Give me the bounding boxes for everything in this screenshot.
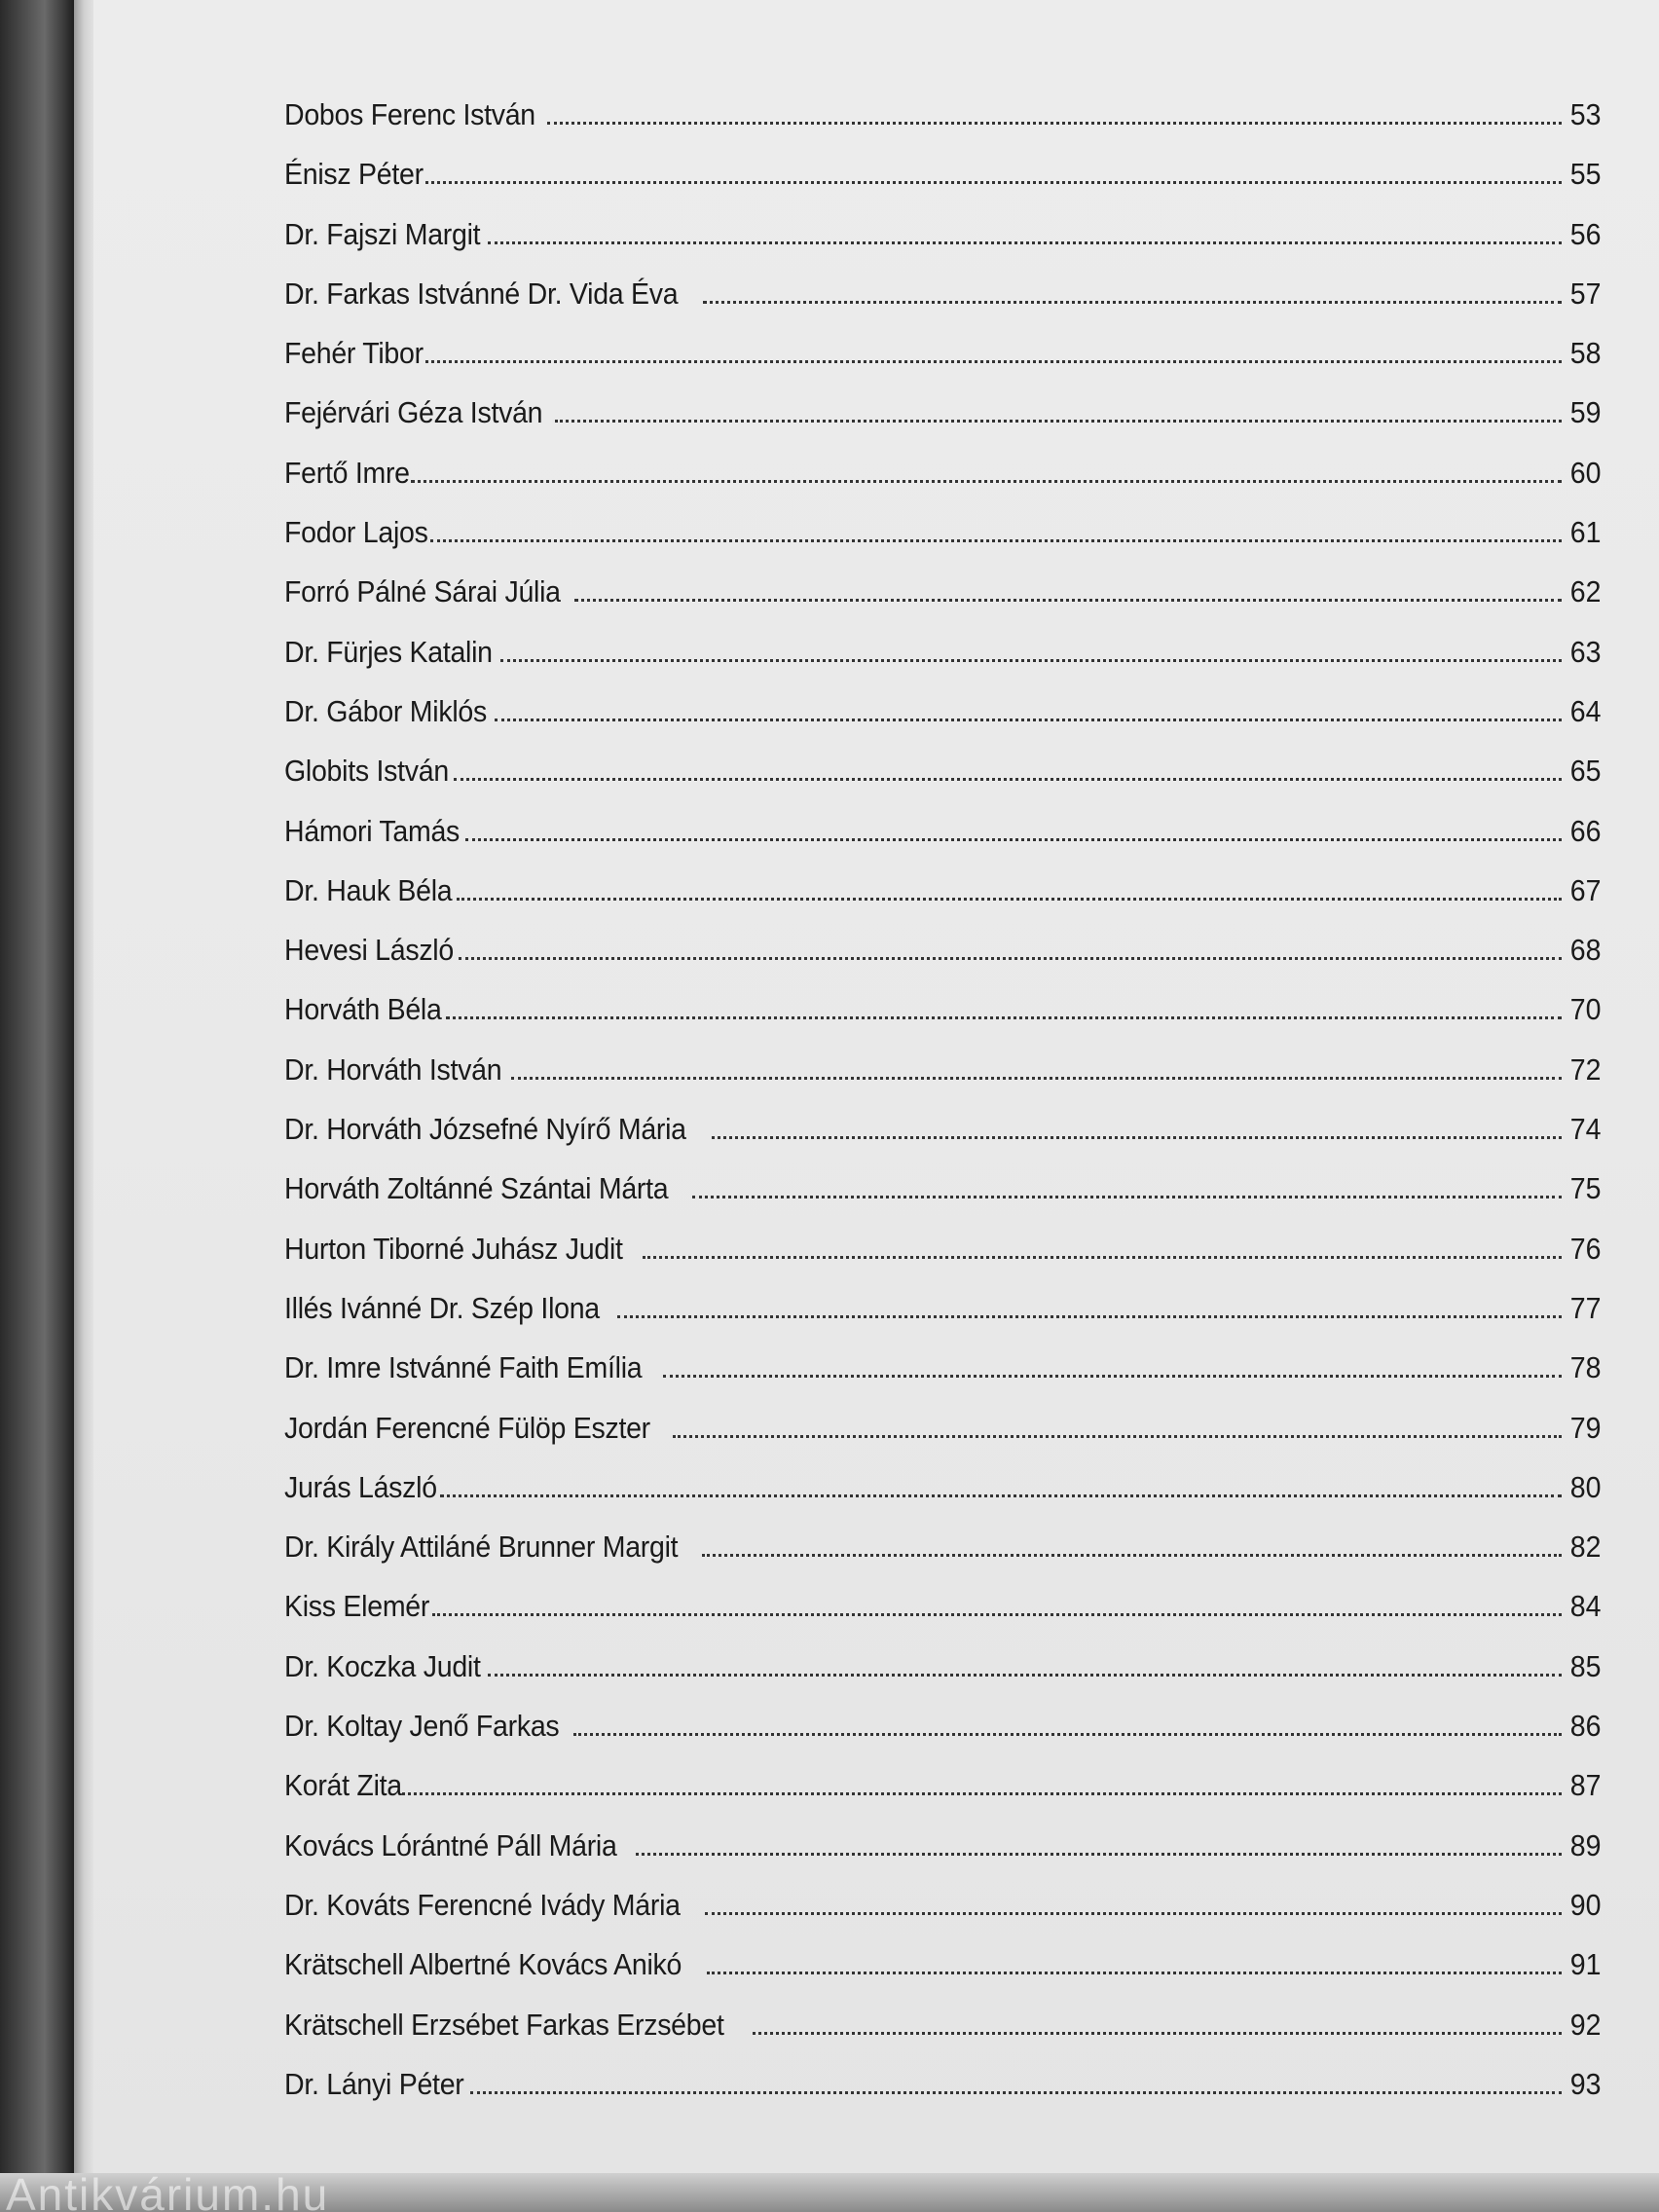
toc-dot-leader — [753, 2032, 1562, 2035]
toc-entry-page: 76 — [1569, 1231, 1601, 1266]
toc-entry-name: Hevesi László — [284, 933, 454, 968]
toc-entry-page: 57 — [1569, 276, 1601, 311]
toc-entry — [284, 1888, 1601, 1947]
toc-dot-leader — [402, 1792, 1561, 1795]
toc-entry-name: Korát Zita — [284, 1768, 402, 1803]
toc-entry — [284, 395, 1601, 455]
toc-entry — [284, 1709, 1601, 1768]
toc-entry-page: 84 — [1569, 1589, 1601, 1624]
toc-entry-name: Dr. Imre Istvánné Faith Emília — [284, 1350, 643, 1385]
toc-dot-leader — [511, 1077, 1562, 1080]
toc-dot-leader — [574, 599, 1561, 602]
toc-entry — [284, 157, 1601, 216]
toc-entry — [284, 515, 1601, 574]
toc-entry-name: Dr. Gábor Miklós — [284, 693, 487, 728]
toc-entry — [284, 814, 1601, 873]
toc-entry-page: 74 — [1569, 1112, 1601, 1147]
toc-entry-name: Dr. Fürjes Katalin — [284, 634, 493, 669]
toc-dot-leader — [555, 420, 1561, 423]
toc-entry-page: 59 — [1569, 395, 1601, 430]
toc-dot-leader — [636, 1853, 1561, 1856]
toc-entry — [284, 1768, 1601, 1827]
toc-entry-name: Horváth Zoltánné Szántai Márta — [284, 1171, 669, 1206]
toc-entry — [284, 1171, 1601, 1231]
toc-entry-name: Dr. Fajszi Margit — [284, 216, 481, 251]
toc-dot-leader — [705, 1912, 1561, 1915]
toc-entry-page: 63 — [1569, 634, 1601, 669]
toc-entry-page: 68 — [1569, 933, 1601, 968]
toc-entry-name: Hurton Tiborné Juhász Judit — [284, 1231, 623, 1266]
toc-dot-leader — [703, 301, 1562, 304]
toc-entry-name: Globits István — [284, 754, 449, 789]
toc-entry — [284, 97, 1601, 157]
toc-dot-leader — [702, 1554, 1561, 1557]
toc-entry-name: Fodor Lajos — [284, 515, 428, 550]
toc-dot-leader — [488, 241, 1562, 244]
toc-dot-leader — [663, 1375, 1561, 1378]
toc-entry-page: 89 — [1569, 1827, 1601, 1862]
toc-entry — [284, 1649, 1601, 1709]
toc-entry-name: Jurás László — [284, 1469, 437, 1504]
toc-entry-page: 61 — [1569, 515, 1601, 550]
toc-entry — [284, 1589, 1601, 1648]
toc-dot-leader — [430, 539, 1561, 542]
toc-entry — [284, 1350, 1601, 1410]
toc-dot-leader — [673, 1435, 1562, 1438]
toc-entry — [284, 217, 1601, 276]
toc-entry-page: 85 — [1569, 1648, 1601, 1683]
toc-entry — [284, 873, 1601, 933]
toc-dot-leader — [643, 1256, 1562, 1259]
toc-dot-leader — [459, 957, 1561, 960]
toc-entry-name: Fejérvári Géza István — [284, 395, 543, 430]
toc-entry — [284, 1470, 1601, 1530]
toc-dot-leader — [617, 1315, 1561, 1318]
toc-entry — [284, 456, 1601, 515]
toc-entry-page: 65 — [1569, 754, 1601, 789]
toc-entry-name: Dr. Farkas Istvánné Dr. Vida Éva — [284, 276, 679, 311]
toc-entry — [284, 1052, 1601, 1112]
toc-entry — [284, 992, 1601, 1051]
table-of-contents — [284, 97, 1601, 2126]
toc-entry-page: 92 — [1569, 2007, 1601, 2042]
toc-entry-page: 55 — [1569, 157, 1601, 192]
toc-entry-name: Énisz Péter — [284, 157, 424, 192]
toc-dot-leader — [454, 778, 1562, 781]
toc-entry — [284, 574, 1601, 634]
toc-dot-leader — [707, 1972, 1562, 1974]
toc-dot-leader — [488, 1674, 1561, 1677]
toc-entry-page: 86 — [1569, 1709, 1601, 1744]
toc-dot-leader — [692, 1196, 1562, 1198]
toc-entry-page: 78 — [1569, 1350, 1601, 1385]
toc-entry-name: Fertő Imre — [284, 455, 410, 490]
toc-dot-leader — [432, 1613, 1561, 1616]
toc-entry-page: 80 — [1569, 1469, 1601, 1504]
toc-entry — [284, 1232, 1601, 1291]
toc-entry — [284, 1291, 1601, 1350]
toc-entry-name: Jordán Ferencné Fülöp Eszter — [284, 1410, 650, 1445]
toc-dot-leader — [446, 1016, 1562, 1019]
toc-entry-page: 75 — [1569, 1171, 1601, 1206]
toc-entry-page: 87 — [1569, 1768, 1601, 1803]
toc-entry-page: 70 — [1569, 992, 1601, 1027]
toc-entry-name: Dr. Hauk Béla — [284, 872, 453, 907]
toc-entry-page: 56 — [1569, 216, 1601, 251]
toc-dot-leader — [470, 2091, 1562, 2094]
toc-dot-leader — [457, 898, 1561, 901]
toc-entry-page: 93 — [1569, 2066, 1601, 2101]
toc-entry — [284, 276, 1601, 336]
toc-entry — [284, 1828, 1601, 1888]
toc-entry — [284, 1112, 1601, 1171]
toc-entry-page: 82 — [1569, 1530, 1601, 1565]
toc-entry — [284, 1411, 1601, 1470]
toc-entry-page: 58 — [1569, 336, 1601, 371]
toc-entry-name: Krätschell Erzsébet Farkas Erzsébet — [284, 2007, 724, 2042]
toc-entry-page: 77 — [1569, 1290, 1601, 1325]
toc-entry — [284, 754, 1601, 813]
toc-entry-name: Kovács Lórántné Páll Mária — [284, 1827, 617, 1862]
toc-entry-page: 60 — [1569, 455, 1601, 490]
toc-entry-name: Dr. Kováts Ferencné Ivády Mária — [284, 1887, 681, 1922]
toc-entry-name: Krätschell Albertné Kovács Anikó — [284, 1947, 682, 1982]
toc-entry-name: Dobos Ferenc István — [284, 97, 535, 131]
toc-entry-page: 67 — [1569, 872, 1601, 907]
toc-entry-name: Illés Ivánné Dr. Szép Ilona — [284, 1290, 600, 1325]
toc-entry-name: Dr. Király Attiláné Brunner Margit — [284, 1530, 679, 1565]
toc-dot-leader — [712, 1136, 1562, 1139]
toc-dot-leader — [495, 719, 1561, 721]
toc-dot-leader — [465, 838, 1562, 841]
toc-dot-leader — [440, 1494, 1561, 1497]
toc-dot-leader — [411, 480, 1562, 483]
toc-entry-page: 64 — [1569, 693, 1601, 728]
toc-dot-leader — [573, 1733, 1562, 1736]
watermark-logo: Antikvárium.hu — [6, 2169, 330, 2212]
toc-entry-page: 53 — [1569, 97, 1601, 131]
toc-dot-leader — [547, 122, 1561, 125]
toc-entry — [284, 2067, 1601, 2126]
toc-entry-name: Dr. Koczka Judit — [284, 1648, 481, 1683]
toc-entry-name: Fehér Tibor — [284, 336, 424, 371]
page-edge — [74, 0, 93, 2212]
toc-entry — [284, 635, 1601, 694]
toc-entry-page: 62 — [1569, 574, 1601, 609]
toc-entry — [284, 1530, 1601, 1589]
toc-entry-name: Hámori Tamás — [284, 813, 461, 848]
toc-entry — [284, 2008, 1601, 2067]
toc-dot-leader — [500, 659, 1561, 662]
toc-dot-leader — [425, 181, 1561, 184]
toc-entry-name: Dr. Horváth István — [284, 1051, 502, 1087]
book-binding — [0, 0, 74, 2212]
toc-entry — [284, 933, 1601, 992]
toc-entry-name: Dr. Lányi Péter — [284, 2066, 464, 2101]
toc-entry-page: 66 — [1569, 813, 1601, 848]
toc-entry — [284, 336, 1601, 395]
toc-entry-name: Forró Pálné Sárai Júlia — [284, 574, 561, 609]
toc-entry-name: Horváth Béla — [284, 992, 442, 1027]
toc-entry — [284, 694, 1601, 754]
toc-entry-name: Dr. Koltay Jenő Farkas — [284, 1709, 560, 1744]
toc-entry-name: Kiss Elemér — [284, 1589, 430, 1624]
toc-entry-page: 91 — [1569, 1947, 1601, 1982]
toc-entry-name: Dr. Horváth Józsefné Nyírő Mária — [284, 1112, 686, 1147]
toc-dot-leader — [425, 360, 1561, 363]
toc-entry — [284, 1947, 1601, 2007]
toc-entry-page: 72 — [1569, 1051, 1601, 1087]
toc-entry-page: 90 — [1569, 1887, 1601, 1922]
toc-entry-page: 79 — [1569, 1410, 1601, 1445]
